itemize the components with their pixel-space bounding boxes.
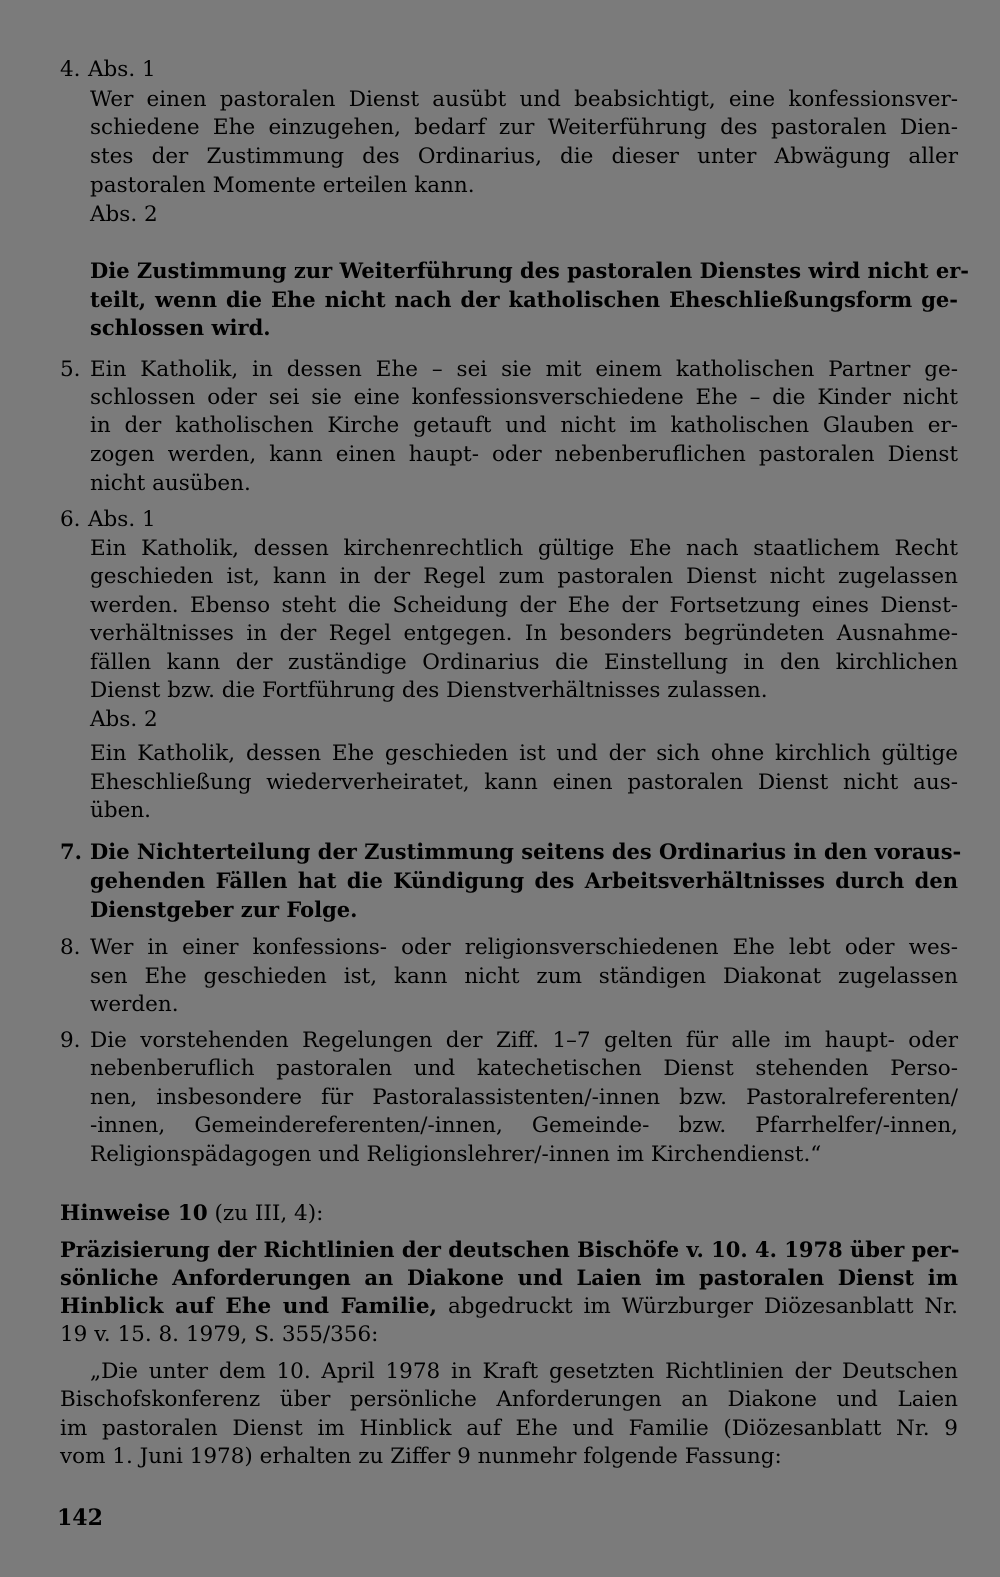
item-5-line: Ein Katholik, in dessen Ehe – sei sie mit einem katholischen Partner ge- bbox=[90, 357, 958, 382]
item-7-bold-line: gehenden Fällen hat die Kündigung des Arbeitsverhältnisses durch den bbox=[90, 868, 958, 893]
item-6-line: Dienst bzw. die Fortführung des Dienstverhältnisses zulassen. bbox=[90, 678, 768, 703]
item-6-line: werden. Ebenso steht die Scheidung der Ehe der Fortsetzung eines Dienst- bbox=[90, 593, 958, 618]
item-9-line: Religionspädagogen und Religionslehrer/-innen im Kirchendienst.“ bbox=[90, 1142, 822, 1167]
item-5-number: 5. bbox=[60, 357, 81, 382]
item-6-line: geschieden ist, kann in der Regel zum pastoralen Dienst nicht zugelassen bbox=[90, 564, 958, 589]
item-8-line: werden. bbox=[90, 992, 179, 1017]
item-9-line: nen, insbesondere für Pastoralassistenten/-innen bzw. Pastoralreferenten/ bbox=[90, 1085, 958, 1110]
hinweis-bold-line: Präzisierung der Richtlinien der deutschen Bischöfe v. 10. 4. 1978 über per- bbox=[60, 1237, 960, 1262]
item-4-bold-line: Die Zustimmung zur Weiterführung des pastoralen Dienstes wird nicht er- bbox=[90, 258, 969, 283]
hinweis-line-bold-part: Hinblick auf Ehe und Familie, bbox=[60, 1294, 438, 1319]
hinweis-label: Hinweise 10 bbox=[60, 1201, 208, 1226]
item-4-number: 4. bbox=[60, 57, 81, 82]
quote-line: vom 1. Juni 1978) erhalten zu Ziffer 9 nunmehr folgende Fassung: bbox=[60, 1444, 782, 1469]
item-6-line: fällen kann der zuständige Ordinarius die Einstellung in den kirchlichen bbox=[90, 650, 958, 675]
item-9-line: -innen, Gemeindereferenten/-innen, Gemeinde- bzw. Pfarrhelfer/-innen, bbox=[90, 1113, 958, 1138]
item-6-abs2-heading: Abs. 2 bbox=[90, 707, 158, 732]
item-6-abs2-line: Eheschließung wiederverheiratet, kann einen pastoralen Dienst nicht aus- bbox=[90, 770, 958, 795]
item-4-line: schiedene Ehe einzugehen, bedarf zur Weiterführung des pastoralen Dien- bbox=[90, 115, 958, 140]
item-7-bold-line: Dienstgeber zur Folge. bbox=[90, 897, 358, 922]
item-9-number: 9. bbox=[60, 1028, 81, 1053]
item-6-number: 6. bbox=[60, 507, 81, 532]
hinweis-reference: (zu III, 4): bbox=[207, 1201, 324, 1226]
item-8-number: 8. bbox=[60, 935, 81, 960]
page-number: 142 bbox=[57, 1505, 103, 1531]
item-6-abs2-line: üben. bbox=[90, 798, 152, 823]
item-5-line: nicht ausüben. bbox=[90, 471, 251, 496]
item-6-line: verhältnisses in der Regel entgegen. In besonders begründeten Ausnahme- bbox=[90, 621, 958, 646]
item-4-line: Wer einen pastoralen Dienst ausübt und beabsichtigt, eine konfessionsver- bbox=[90, 87, 958, 112]
item-6-abs1-heading: Abs. 1 bbox=[88, 507, 156, 532]
quote-line: im pastoralen Dienst im Hinblick auf Ehe und Familie (Diözesanblatt Nr. 9 bbox=[60, 1416, 958, 1441]
hinweis-line-rest: abgedruckt im Würzburger Diözesanblatt Nr. bbox=[437, 1294, 958, 1319]
item-4-abs2-heading: Abs. 2 bbox=[90, 202, 158, 227]
hinweis-line-mixed bbox=[60, 1292, 958, 1322]
item-7-number: 7. bbox=[60, 839, 82, 864]
item-4-bold-line: teilt, wenn die Ehe nicht nach der katholischen Eheschließungsform ge- bbox=[90, 287, 958, 312]
hinweis-bold-line: sönliche Anforderungen an Diakone und Laien im pastoralen Dienst im bbox=[60, 1265, 958, 1290]
item-6-line: Ein Katholik, dessen kirchenrechtlich gültige Ehe nach staatlichem Recht bbox=[90, 536, 958, 561]
item-5-line: in der katholischen Kirche getauft und nicht im katholischen Glauben er- bbox=[90, 413, 958, 438]
item-4-abs1-heading: Abs. 1 bbox=[88, 57, 156, 82]
item-9-line: Die vorstehenden Regelungen der Ziff. 1–7 gelten für alle im haupt- oder bbox=[90, 1028, 958, 1053]
quote-line: „Die unter dem 10. April 1978 in Kraft gesetzten Richtlinien der Deutschen bbox=[90, 1359, 958, 1384]
hinweis-source-line: 19 v. 15. 8. 1979, S. 355/356: bbox=[60, 1322, 379, 1347]
item-8-line: sen Ehe geschieden ist, kann nicht zum ständigen Diakonat zugelassen bbox=[90, 964, 958, 989]
item-5-line: zogen werden, kann einen haupt- oder nebenberuflichen pastoralen Dienst bbox=[90, 442, 958, 467]
item-4-bold-line: schlossen wird. bbox=[90, 315, 271, 340]
item-5-line: schlossen oder sei sie eine konfessionsverschiedene Ehe – die Kinder nicht bbox=[90, 385, 958, 410]
item-9-line: nebenberuflich pastoralen und katechetischen Dienst stehenden Perso- bbox=[90, 1056, 958, 1081]
quote-line: Bischofskonferenz über persönliche Anforderungen an Diakone und Laien bbox=[60, 1387, 958, 1412]
item-7-bold-line: Die Nichterteilung der Zustimmung seitens des Ordinarius in den voraus- bbox=[90, 839, 962, 864]
item-6-abs2-line: Ein Katholik, dessen Ehe geschieden ist und der sich ohne kirchlich gültige bbox=[90, 741, 958, 766]
item-4-line: stes der Zustimmung des Ordinarius, die dieser unter Abwägung aller bbox=[90, 144, 958, 169]
item-4-line: pastoralen Momente erteilen kann. bbox=[90, 173, 475, 198]
hinweis-heading bbox=[60, 1199, 323, 1229]
item-8-line: Wer in einer konfessions- oder religionsverschiedenen Ehe lebt oder wes- bbox=[90, 935, 958, 960]
